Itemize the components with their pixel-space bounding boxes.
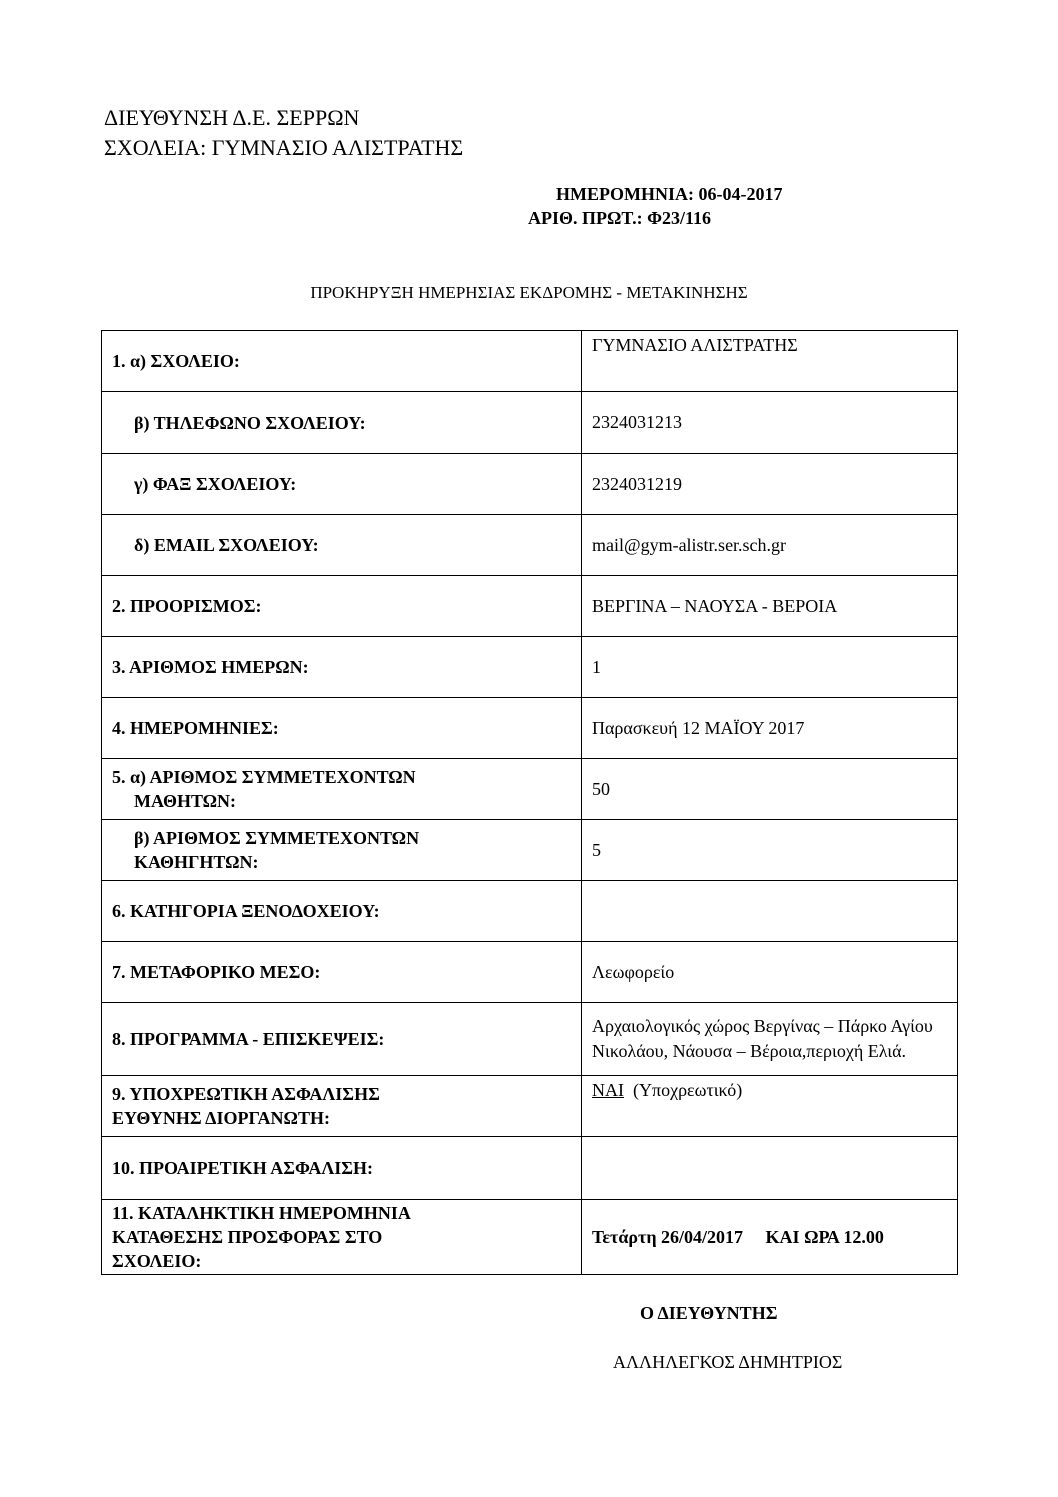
students-label [102, 759, 582, 820]
insurance-mandatory-yes: ΝΑΙ [592, 1080, 624, 1100]
table-row [102, 1137, 958, 1200]
email-value: mail@gym-alistr.ser.sch.gr [582, 515, 958, 576]
table-row [102, 1076, 958, 1137]
school-heading: ΣΧΟΛΕΙΑ: ΓΥΜΝΑΣΙΟ ΑΛΙΣΤΡΑΤΗΣ [104, 135, 464, 160]
table-row [102, 454, 958, 515]
table-row [102, 1003, 958, 1076]
insurance-mandatory-value [582, 1076, 958, 1137]
table-row [102, 881, 958, 942]
teachers-label [102, 820, 582, 881]
table-row [102, 576, 958, 637]
insurance-mandatory-note: (Υποχρεωτικό) [624, 1080, 743, 1100]
phone-label: β) ΤΗΛΕΦΩΝΟ ΣΧΟΛΕΙΟΥ: [102, 392, 582, 454]
program-value: Αρχαιολογικός χώρος Βεργίνας – Πάρκο Αγίου Νικολάου, Νάουσα – Βέροια,περιοχή Ελιά. [582, 1003, 958, 1076]
insurance-mandatory-label-line2: ΕΥΘΥΝΗΣ ΔΙΟΡΓΑΝΩΤΗ: [112, 1108, 330, 1128]
transport-label: 7. ΜΕΤΑΦΟΡΙΚΟ ΜΕΣΟ: [102, 942, 582, 1003]
insurance-mandatory-label-line1: 9. ΥΠΟΧΡΕΩΤΙΚΗ ΑΣΦΑΛΙΣΗΣ [112, 1084, 380, 1104]
signature-name: ΑΛΛΗΛΕΓΚΟΣ ΔΗΜΗΤΡΙΟΣ [613, 1352, 843, 1372]
fax-value: 2324031219 [582, 454, 958, 515]
table-row [102, 698, 958, 759]
transport-value: Λεωφορείο [582, 942, 958, 1003]
deadline-label-line3: ΣΧΟΛΕΙΟ: [112, 1251, 202, 1271]
table-row [102, 1200, 958, 1275]
deadline-label-line2: ΚΑΤΑΘΕΣΗΣ ΠΡΟΣΦΟΡΑΣ ΣΤΟ [112, 1227, 383, 1247]
email-label: δ) EMAIL ΣΧΟΛΕΙΟΥ: [102, 515, 582, 576]
table-row [102, 942, 958, 1003]
teachers-label-line2: ΚΑΘΗΓΗΤΩΝ: [134, 852, 259, 872]
days-value: 1 [582, 637, 958, 698]
table-row [102, 820, 958, 881]
protocol-number: ΑΡΙΘ. ΠΡΩΤ.: Φ23/116 [528, 208, 712, 228]
students-value: 50 [582, 759, 958, 820]
signature-title: Ο ΔΙΕΥΘΥΝΤΗΣ [640, 1303, 778, 1323]
deadline-label [102, 1200, 582, 1275]
program-label: 8. ΠΡΟΓΡΑΜΜΑ - ΕΠΙΣΚΕΨΕΙΣ: [102, 1003, 582, 1076]
document-title: ΠΡΟΚΗΡΥΞΗ ΗΜΕΡΗΣΙΑΣ ΕΚΔΡΟΜΗΣ - ΜΕΤΑΚΙΝΗΣΗΣ [310, 283, 748, 302]
deadline-value: Τετάρτη 26/04/2017 ΚΑΙ ΩΡΑ 12.00 [582, 1200, 958, 1275]
phone-value: 2324031213 [582, 392, 958, 454]
destination-label: 2. ΠΡΟΟΡΙΣΜΟΣ: [102, 576, 582, 637]
document-date: ΗΜΕΡΟΜΗΝΙΑ: 06-04-2017 [556, 184, 783, 204]
directorate-heading: ΔΙΕΥΘΥΝΣΗ Δ.Ε. ΣΕΡΡΩΝ [104, 105, 360, 130]
table-row [102, 515, 958, 576]
table-row [102, 759, 958, 820]
teachers-label-line1: β) ΑΡΙΘΜΟΣ ΣΥΜΜΕΤΕΧΟΝΤΩΝ [134, 828, 420, 848]
hotel-label: 6. ΚΑΤΗΓΟΡΙΑ ΞΕΝΟΔΟΧΕΙΟΥ: [102, 881, 582, 942]
days-label: 3. ΑΡΙΘΜΟΣ ΗΜΕΡΩΝ: [102, 637, 582, 698]
table-row [102, 637, 958, 698]
teachers-value: 5 [582, 820, 958, 881]
trip-details-table [101, 330, 958, 1275]
table-row [102, 331, 958, 392]
school-value: ΓΥΜΝΑΣΙΟ ΑΛΙΣΤΡΑΤΗΣ [582, 331, 958, 392]
students-label-line2: ΜΑΘΗΤΩΝ: [134, 791, 237, 811]
hotel-value [582, 881, 958, 942]
school-label: 1. α) ΣΧΟΛΕΙΟ: [102, 331, 582, 392]
dates-label: 4. ΗΜΕΡΟΜΗΝΙΕΣ: [102, 698, 582, 759]
document-header [104, 103, 463, 163]
dates-value: Παρασκευή 12 ΜΑΪΟΥ 2017 [582, 698, 958, 759]
insurance-mandatory-label [102, 1076, 582, 1137]
insurance-optional-label: 10. ΠΡΟΑΙΡΕΤΙΚΗ ΑΣΦΑΛΙΣΗ: [102, 1137, 582, 1200]
insurance-optional-value [582, 1137, 958, 1200]
students-label-line1: 5. α) ΑΡΙΘΜΟΣ ΣΥΜΜΕΤΕΧΟΝΤΩΝ [112, 767, 416, 787]
fax-label: γ) ΦΑΞ ΣΧΟΛΕΙΟΥ: [102, 454, 582, 515]
deadline-label-line1: 11. ΚΑΤΑΛΗΚΤΙΚΗ ΗΜΕΡΟΜΗΝΙΑ [112, 1203, 411, 1223]
destination-value: ΒΕΡΓΙΝΑ – ΝΑΟΥΣΑ - ΒΕΡΟΙΑ [582, 576, 958, 637]
table-row [102, 392, 958, 454]
